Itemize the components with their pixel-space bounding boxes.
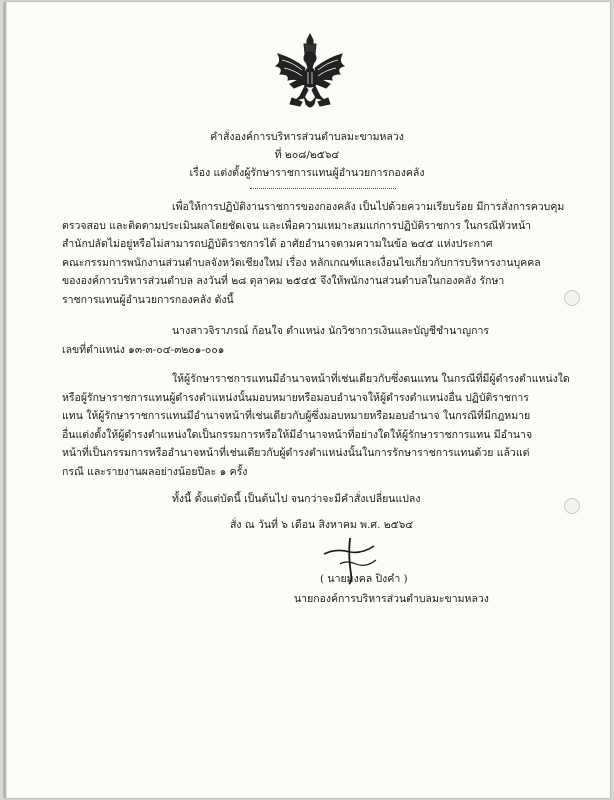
text-line: หน้าที่เป็นกรรมการหรืออำนาจหน้าที่เช่นเดียวกับผู้ดำรงตำแหน่งนั้นในการรักษาราชการแทนด้วย แล้วแต่	[62, 447, 530, 459]
signer-name: ( นายมงคล ปิงคำ )	[320, 573, 408, 585]
document-page	[4, 2, 610, 798]
ordered-date: สั่ง ณ วันที่ ๖ เดือน สิงหาคม พ.ศ. ๒๕๖๔	[230, 519, 414, 531]
punch-hole	[564, 290, 580, 306]
appointee-block	[62, 322, 489, 359]
text-line: ตรวจสอบ และติดตามประเมินผลโดยชัดเจน และเพื่อความเหมาะสมแก่การปฏิบัติราชการ ในกรณีหัวหน้า	[62, 219, 532, 232]
text-line: เพื่อให้การปฏิบัติงานราชการของกองคลัง เป็นไปด้วยความเรียบร้อย มีการสั่งการควบคุม	[172, 201, 565, 213]
order-title: คำสั่งองค์การบริหารส่วนตำบลมะขามหลวง	[210, 131, 404, 143]
text-line: ให้ผู้รักษาราชการแทนมีอำนาจหน้าที่เช่นเดียวกับซึ่งตนแทน ในกรณีที่มีผู้ดำรงตำแหน่งใด	[172, 373, 570, 385]
text-line: สำนักปลัดไม่อยู่หรือไม่สามารถปฏิบัติราชการได้ อาศัยอำนาจตามความในข้อ ๒๔๕ แห่งประกาศ	[62, 238, 493, 250]
text-line: กรณี และรายงานผลอย่างน้อยปีละ ๑ ครั้ง	[62, 465, 248, 478]
effective-clause: ทั้งนี้ ตั้งแต่บัดนี้ เป็นต้นไป จนกว่าจะมีคำสั่งเปลี่ยนแปลง	[172, 493, 421, 505]
punch-hole	[564, 498, 580, 514]
scan-edge	[4, 2, 7, 798]
appointee-name: นางสาวจิราภรณ์ ก้อนใจ ตำแหน่ง นักวิชาการเงินและบัญชีชำนาญการ	[172, 325, 489, 337]
paragraph-authority	[62, 370, 570, 481]
order-number: ที่ ๒๐๘/๒๕๖๔	[274, 149, 340, 161]
text-line: แทน ให้ผู้รักษาราชการแทนมีอำนาจหน้าที่เช่นเดียวกับผู้ซึ่งมอบหมายหรือมอบอำนาจ ในกรณีที่มีกฎหมาย	[62, 410, 531, 422]
garuda-emblem	[272, 32, 348, 110]
text-line: ขององค์การบริหารส่วนตำบล ลงวันที่ ๒๘ ตุลาคม ๒๕๔๕ จึงให้พนักงานส่วนตำบลในกองคลัง รักษา	[62, 275, 505, 287]
text-line: หรือผู้รักษาราชการแทนผู้ดำรงตำแหน่งนั้นมอบหมายหรือมอบอำนาจให้ผู้ดำรงตำแหน่งอื่น ปฏิบัติราชการ	[62, 391, 529, 404]
text-line: คณะกรรมการพนักงานส่วนตำบลจังหวัดเชียงใหม่ เรื่อง หลักเกณฑ์และเงื่อนไขเกี่ยวกับการบริหารงานบุคคล	[62, 256, 541, 269]
text-line: อื่นแต่งตั้งให้ผู้ดำรงตำแหน่งใดเป็นกรรมการหรือให้มีอำนาจหน้าที่อย่างใดให้ผู้รักษาราชการแทน มีอำนาจ	[62, 428, 533, 441]
signer-position: นายกองค์การบริหารส่วนตำบลมะขามหลวง	[294, 593, 489, 605]
text-line: ราชการแทนผู้อำนวยการกองคลัง ดังนี้	[62, 293, 234, 306]
separator-line	[250, 188, 396, 189]
order-subject: เรื่อง แต่งตั้งผู้รักษาราชการแทนผู้อำนวยการกองคลัง	[189, 167, 425, 179]
appointee-position-number: เลขที่ตำแหน่ง ๑๓-๓-๐๔-๓๒๐๑-๐๐๑	[62, 343, 225, 356]
paragraph-purpose	[62, 198, 564, 309]
